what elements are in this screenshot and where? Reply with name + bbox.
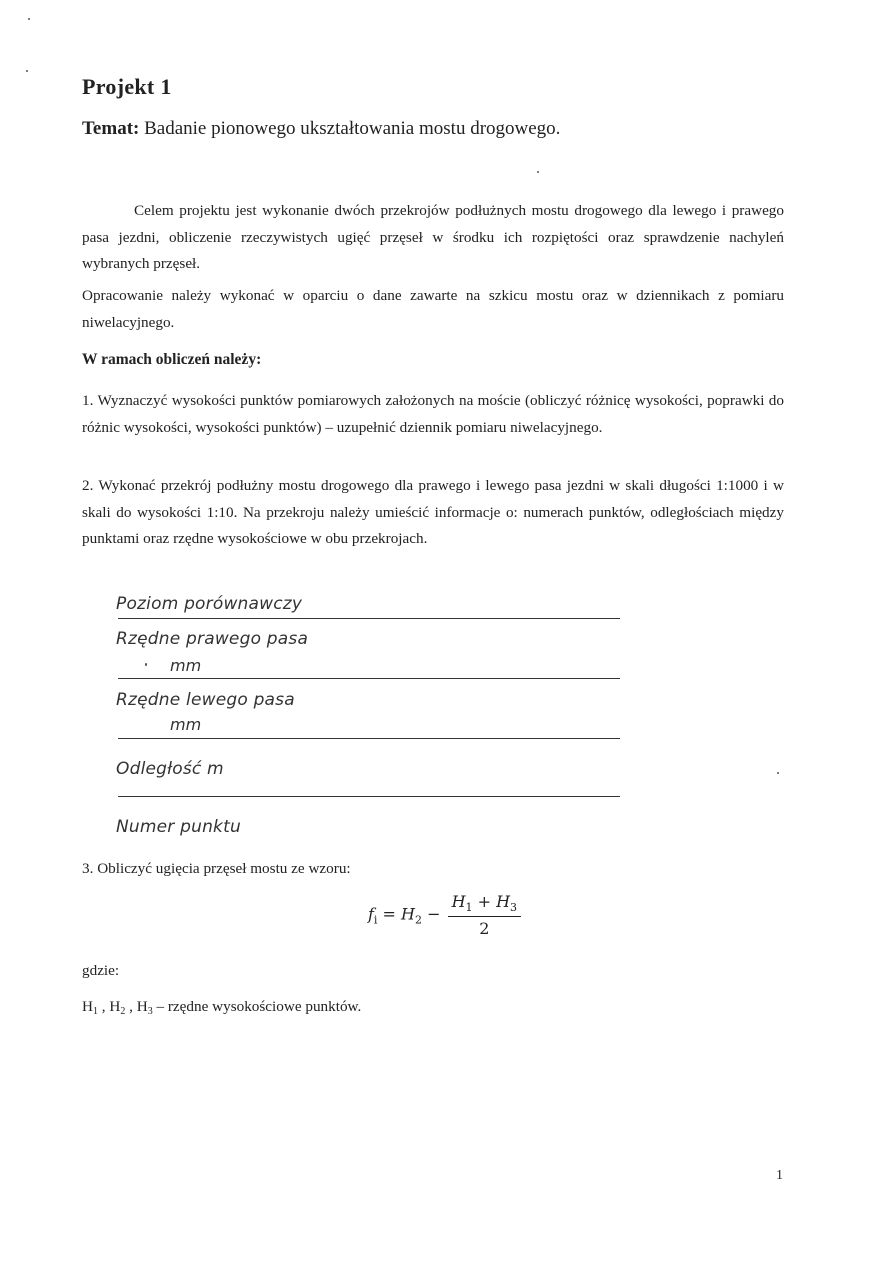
def-h2-sub: 2 (120, 1006, 126, 1017)
def-h3-sub: 3 (147, 1006, 153, 1017)
formula-num-h3: H (496, 892, 511, 911)
left-lane-unit: mm (170, 715, 202, 734)
topic-line (82, 118, 560, 140)
task-2: 2. Wykonać przekrój podłużny mostu drogowego dla prawego i lewego pasa jezdni w skali długości 1:1000 i w skali do wysokości 1:10. Na przekroju należy umieścić informacje o: numerach punktów, odległościach między punktami oraz rzędne wysokościowe w obu przekrojach. (82, 477, 784, 547)
page-number: 1 (776, 1168, 783, 1183)
formula-lhs: f (368, 904, 374, 924)
task-1: 1. Wyznaczyć wysokości punktów pomiarowych założonych na moście (obliczyć różnicę wysokości, poprawki do różnic wysokości, wysokości punktów) – uzupełnić dziennik pomiaru niwelacyjnego. (82, 392, 784, 436)
formula-equals: = (377, 904, 402, 924)
scan-speck (537, 171, 539, 173)
page-title: Projekt 1 (82, 74, 172, 99)
def-sep1: , (97, 998, 110, 1015)
scan-speck (777, 772, 779, 774)
topic-text: Badanie pionowego ukształtowania mostu drogowego. (144, 118, 561, 139)
form-divider (118, 618, 620, 619)
formula-denominator: 2 (479, 919, 490, 938)
scan-speck (145, 663, 147, 666)
def-text: – rzędne wysokościowe punktów. (152, 998, 362, 1015)
def-sep2: , (125, 998, 137, 1015)
reference-level-label: Poziom porównawczy (116, 594, 303, 614)
where-label: gdzie: (82, 962, 120, 979)
def-h1-sub: 1 (92, 1006, 98, 1017)
task-3: 3. Obliczyć ugięcia przęseł mostu ze wzoru: (82, 860, 351, 877)
formula-h2-sub: 2 (414, 913, 422, 927)
formula-h2: H (401, 904, 415, 924)
data-paragraph: Opracowanie należy wykonać w oparciu o dane zawarte na szkicu mostu oraz w dziennikach z pomiaru niwelacyjnego. (82, 287, 784, 331)
form-divider (118, 738, 620, 739)
topic-label: Temat: (82, 118, 140, 139)
formula-num-h1: H (451, 892, 466, 911)
point-number-label: Numer punktu (116, 817, 241, 837)
deflection-formula (368, 892, 521, 938)
tasks-heading: W ramach obliczeń należy: (82, 351, 262, 368)
symbol-definition (82, 994, 784, 1026)
formula-lhs-sub: i (373, 913, 378, 927)
left-lane-label: Rzędne lewego pasa (116, 690, 295, 710)
formula-num-h1-sub: 1 (465, 901, 473, 914)
distance-label: Odległość m (116, 759, 224, 779)
formula-plus: + (472, 892, 497, 911)
formula-minus: − (421, 904, 446, 924)
scan-speck (28, 18, 30, 20)
def-h1: H (82, 998, 93, 1015)
intro-paragraph: Celem projektu jest wykonanie dwóch przekrojów podłużnych mostu drogowego dla lewego i prawego pasa jezdni, obliczenie rzeczywistych ugięć przęseł w środku ich rozpiętości oraz sprawdzenie nachyleń wybranych przęseł. (82, 202, 784, 272)
right-lane-unit: mm (170, 656, 202, 675)
scan-speck (26, 70, 28, 72)
def-h2: H (109, 998, 121, 1015)
right-lane-label: Rzędne prawego pasa (116, 629, 309, 649)
def-h3: H (136, 998, 148, 1015)
form-divider (118, 678, 620, 679)
formula-num-h3-sub: 3 (510, 901, 518, 914)
formula-numerator (448, 892, 521, 917)
formula-fraction (448, 892, 521, 938)
form-divider (118, 796, 620, 797)
